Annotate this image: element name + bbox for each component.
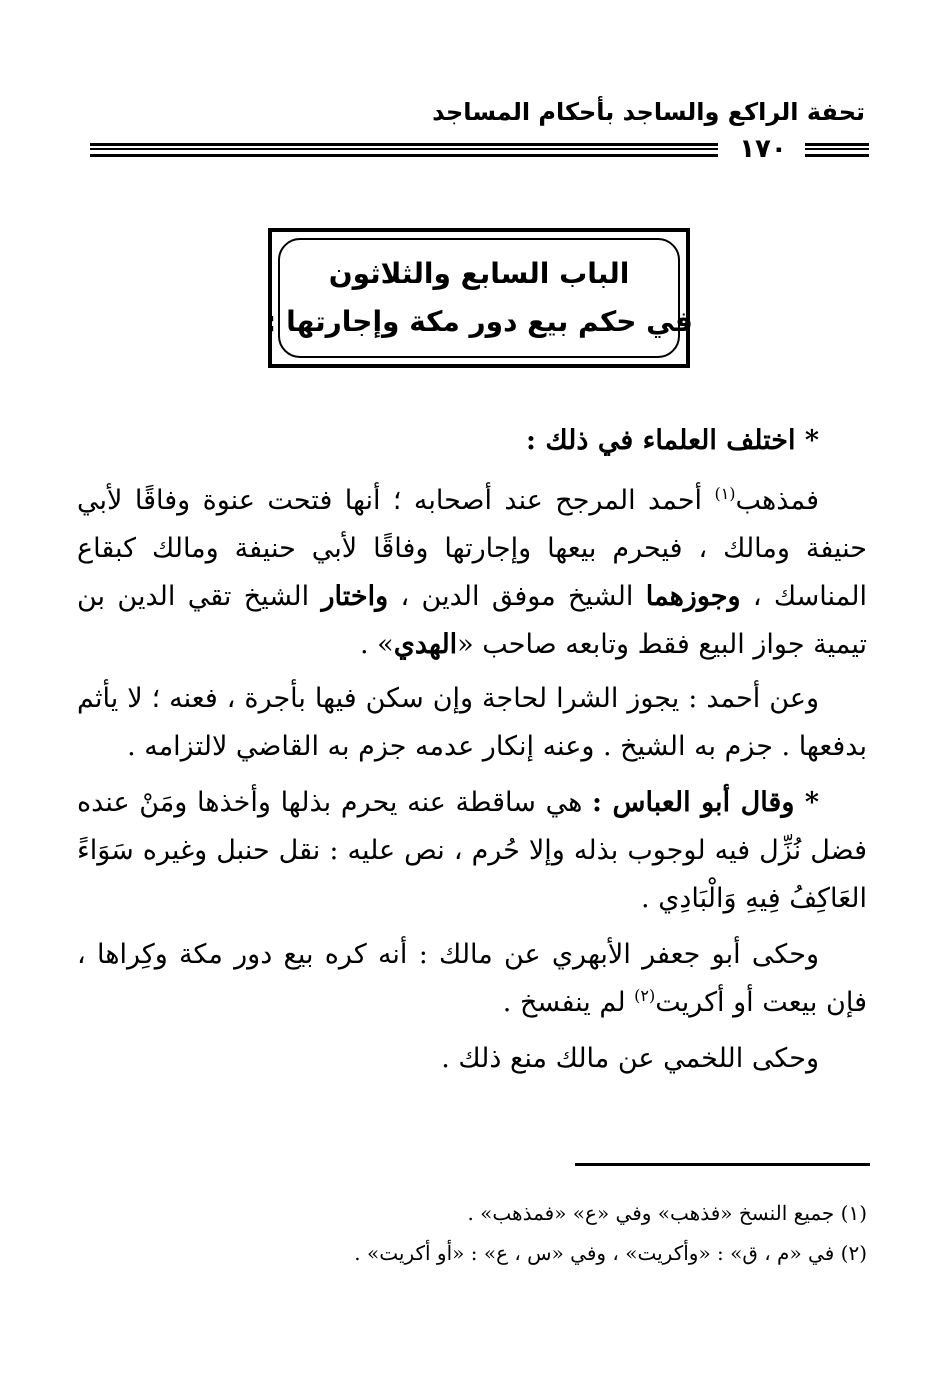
paragraph-5 — [77, 1035, 867, 1083]
p4-part2: لم ينفسخ . — [502, 987, 635, 1018]
p1-part4: » . — [360, 629, 394, 660]
footnote-2: (٢) في «م ، ق» : «وأكريت» ، وفي «س ، ع» : «أو أكريت» . — [354, 1241, 867, 1265]
p1-bold1: وجوزهما — [645, 581, 741, 612]
p1-part2: الشيخ موفق الدين ، — [388, 581, 646, 612]
chapter-title-line-2: في حكم بيع دور مكة وإجارتها : — [265, 305, 693, 338]
footnote-separator — [575, 1163, 870, 1166]
paragraph-4 — [77, 931, 867, 1027]
chapter-title-frame — [265, 238, 693, 358]
running-title: تحفة الراكع والساجد بأحكام المساجد — [432, 98, 865, 126]
paragraph-1 — [77, 477, 867, 669]
paragraph-2 — [77, 675, 867, 771]
paragraph-3 — [77, 779, 867, 923]
p1-bold2: واختار — [321, 581, 389, 612]
chapter-title-line-1: الباب السابع والثلاثون — [328, 257, 630, 290]
paragraph-1-text — [77, 477, 867, 669]
p1-part3: الشيخ تقي الدين بن تيمية جواز البيع فقط وتابعه صاحب « — [77, 581, 867, 660]
header-rule-right — [805, 143, 869, 157]
footnote-ref-1: (١) — [714, 484, 736, 503]
p3-text: هي ساقطة عنه يحرم بذلها وأخذها ومَنْ عنده فضل نُزِّل فيه لوجوب بذله وإلا حُرم ، نص عليه : نقل حنبل وغيره سَوَاءً العَاكِفُ فِيهِ وَالْبَادِي . — [77, 787, 867, 914]
footnotes — [77, 1193, 867, 1273]
footnote-ref-2: (٢) — [634, 986, 656, 1005]
paragraph-4-text — [77, 931, 867, 1027]
p4-part1: وحكى أبو جعفر الأبهري عن مالك : أنه كره بيع دور مكة وكِراها ، فإن بيعت أو أكريت — [77, 939, 867, 1018]
p1-part1: أحمد المرجح عند أصحابه ؛ أنها فتحت عنوة وفاقًا لأبي حنيفة ومالك ، فيحرم بيعها وإجارتها وفاقًا لأبي حنيفة ومالك كبقاع المناسك ، — [77, 485, 868, 612]
paragraph-2-text: وعن أحمد : يجوز الشرا لحاجة وإن سكن فيها بأجرة ، فعنه ؛ لا يأثم بدفعها . جزم به الشيخ . وعنه إنكار عدمه جزم به القاضي لالتزامه . — [77, 683, 867, 762]
page-number: ١٧٠ — [739, 134, 787, 164]
p1-word1: فمذهب — [735, 485, 819, 516]
paragraph-5-text: وحكى اللخمي عن مالك منع ذلك . — [441, 1043, 819, 1074]
p3-bold: * وقال أبو العباس : — [592, 787, 819, 818]
footnote-1: (١) جميع النسخ «فذهب» وفي «ع» «فمذهب» . — [467, 1201, 867, 1225]
section-heading: * اختلف العلماء في ذلك : — [526, 425, 819, 456]
p1-bold3: الهدي — [393, 629, 458, 660]
paragraph-3-text — [77, 779, 867, 923]
chapter-title-box — [265, 228, 693, 368]
header-rule-left — [90, 143, 718, 157]
section-heading-block — [77, 417, 867, 465]
